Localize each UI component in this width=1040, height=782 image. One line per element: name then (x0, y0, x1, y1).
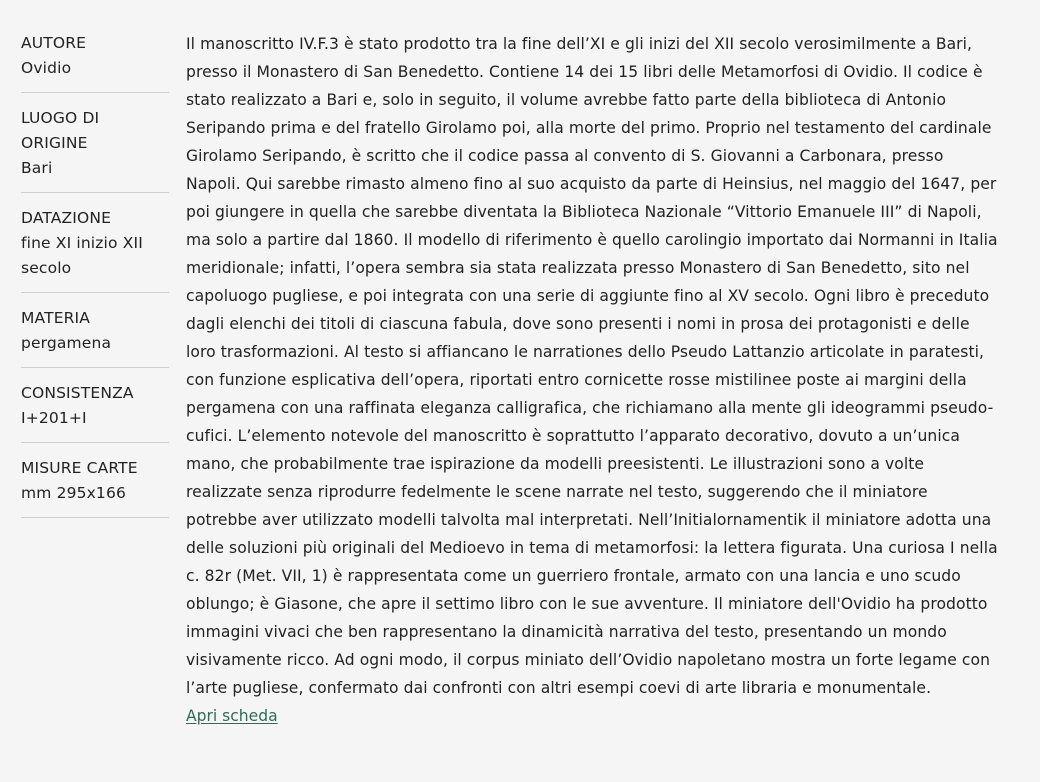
meta-author-label: AUTORE (21, 34, 87, 52)
open-record-link[interactable]: Apri scheda (186, 707, 278, 725)
metadata-sidebar (21, 30, 169, 530)
meta-dating-value: fine XI inizio XII secolo (21, 234, 143, 277)
meta-consistency-value: I+201+I (21, 409, 87, 427)
meta-sheet-size (21, 455, 169, 518)
meta-origin-value: Bari (21, 159, 53, 177)
meta-material-value: pergamena (21, 334, 112, 352)
description-panel (186, 30, 998, 730)
meta-consistency-label: CONSISTENZA (21, 384, 134, 402)
meta-dating (21, 205, 169, 293)
meta-author-value: Ovidio (21, 59, 72, 77)
meta-consistency (21, 380, 169, 443)
meta-material-label: MATERIA (21, 309, 91, 327)
meta-origin (21, 105, 169, 193)
meta-origin-label: LUOGO DI ORIGINE (21, 109, 100, 152)
meta-author (21, 30, 169, 93)
meta-sheet-size-label: MISURE CARTE (21, 459, 138, 477)
meta-dating-label: DATAZIONE (21, 209, 112, 227)
meta-sheet-size-value: mm 295x166 (21, 484, 126, 502)
description-text: Il manoscritto IV.F.3 è stato prodotto tra la fine dell’XI e gli inizi del XII secolo verosimilmente a Bari, presso il Monastero di San Benedetto. Contiene 14 dei 15 libri delle Metamorfosi di Ovidio. Il codice è stato realizzato a Bari e, solo in seguito, il volume avrebbe fatto parte della biblioteca di Antonio Seripando prima e del fratello Girolamo poi, alla morte del primo. Proprio nel testamento del cardinale Girolamo Seripando, è scritto che il codice passa al convento di S. Giovanni a Carbonara, presso Napoli. Qui sarebbe rimasto almeno fino al suo acquisto da parte di Heinsius, nel maggio del 1647, per poi giungere in quella che sarebbe diventata la Biblioteca Nazionale “Vittorio Emanuele III” di Napoli, ma solo a partire dal 1860. Il modello di riferimento è quello carolingio importato dai Normanni in Italia meridionale; infatti, l’opera sembra sia stata realizzata presso Monastero di San Benedetto, sito nel capoluogo pugliese, e poi integrata con una serie di aggiunte fino al XV secolo. Ogni libro è preceduto dagli elenchi dei titoli di ciascuna fabula, dove sono presenti i nomi in prosa dei protagonisti e delle loro trasformazioni. Al testo si affiancano le narrationes dello Pseudo Lattanzio articolate in paratesti, con funzione esplicativa dell’opera, riportati entro cornicette rosse mistilinee poste ai margini della pergamena con una raffinata eleganza calligrafica, che richiamano alla mente gli ideogrammi pseudo-cufici. L’elemento notevole del manoscritto è soprattutto l’apparato decorativo, dovuto a un’unica mano, che probabilmente trae ispirazione da modelli preesistenti. Le illustrazioni sono a volte realizzate senza riprodurre fedelmente le scene narrate nel testo, suggerendo che il miniatore potrebbe aver utilizzato modelli talvolta mal interpretati. Nell’Initialornamentik il miniatore adotta una delle soluzioni più originali del Medioevo in tema di metamorfosi: la lettera figurata. Una curiosa I nella c. 82r (Met. VII, 1) è rappresentata come un guerriero frontale, armato con una lancia e uno scudo oblungo; è Giasone, che apre il settimo libro con le sue avventure. Il miniatore dell'Ovidio ha prodotto immagini vivaci che ben rappresentano la dinamicità narrativa del testo, presentando un mondo visivamente ricco. Ad ogni modo, il corpus miniato dell’Ovidio napoletano mostra un forte legame con l’arte pugliese, confermato dai confronti con altri esempi coevi di arte libraria e monumentale. (186, 35, 998, 697)
meta-material (21, 305, 169, 368)
